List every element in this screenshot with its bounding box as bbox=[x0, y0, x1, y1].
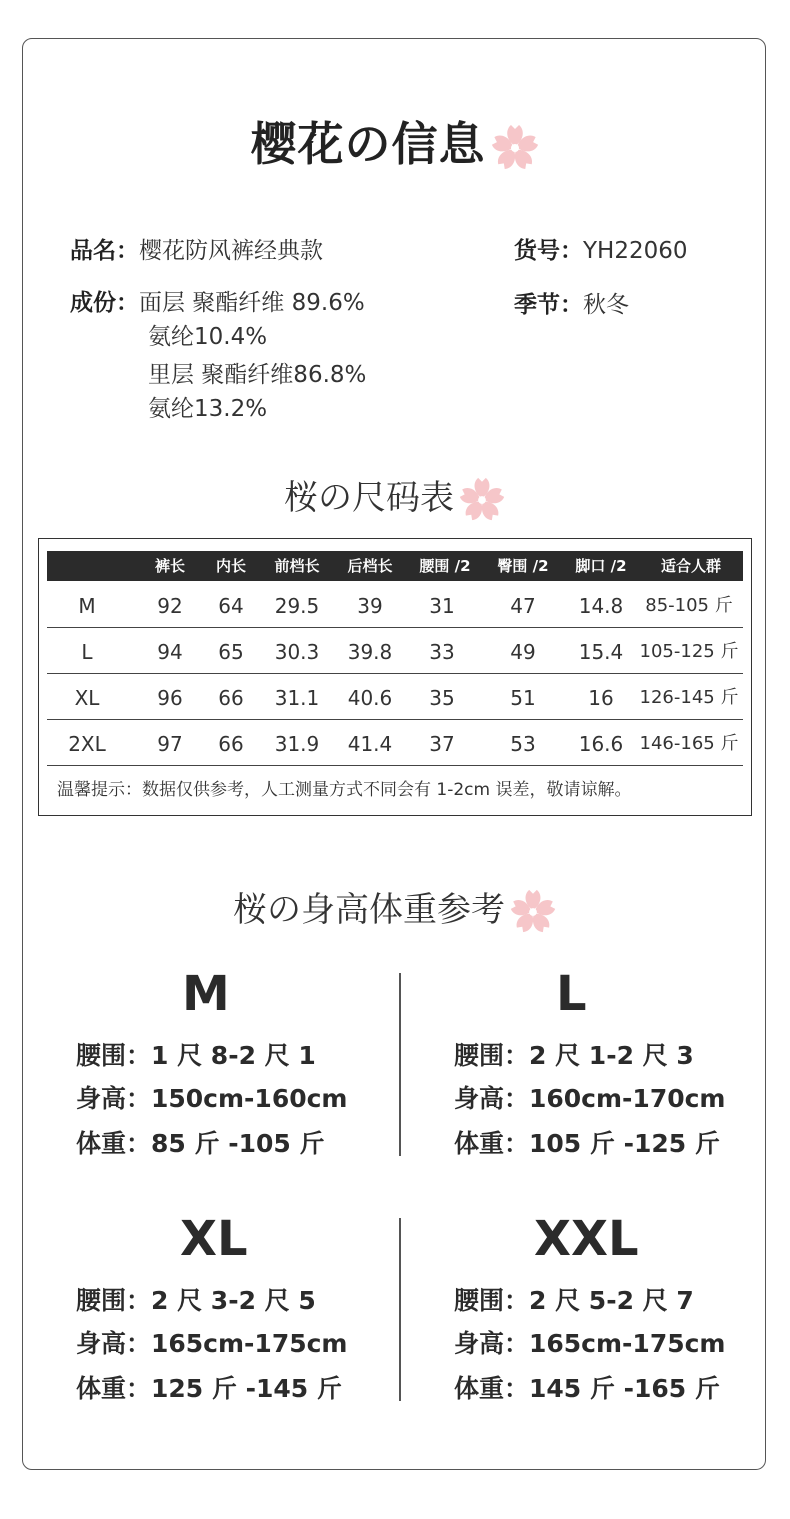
table-cell: 51 bbox=[510, 686, 536, 710]
waist-text: 腰围：2 尺 3-2 尺 5 bbox=[76, 1286, 316, 1315]
size-table bbox=[38, 538, 752, 816]
table-cell: 33 bbox=[429, 640, 455, 664]
size-table-header bbox=[47, 551, 743, 581]
table-cell: 92 bbox=[157, 594, 183, 618]
sku-row bbox=[514, 232, 688, 265]
product-name-row bbox=[70, 232, 323, 265]
table-cell: 41.4 bbox=[347, 732, 393, 756]
table-cell: 2XL bbox=[68, 732, 106, 756]
season-label: 季节： bbox=[514, 292, 583, 318]
table-cell: 126-145 斤 bbox=[639, 687, 739, 708]
table-row bbox=[47, 673, 743, 720]
header-cell: 裤长 bbox=[154, 557, 185, 575]
divider bbox=[399, 1218, 401, 1401]
table-cell: L bbox=[81, 640, 93, 664]
product-name-label: 品名： bbox=[70, 238, 139, 264]
sakura-blossom-icon bbox=[490, 123, 540, 173]
reference-title-text: 桜の身高体重参考 bbox=[233, 890, 505, 930]
size-table-note: 温馨提示：数据仅供参考，人工测量方式不同会有 1-2cm 误差，敬请谅解。 bbox=[57, 780, 632, 800]
header-cell: 后档长 bbox=[347, 557, 393, 575]
table-cell: 16 bbox=[588, 686, 614, 710]
header-cell: 适合人群 bbox=[660, 557, 721, 575]
waist-text: 腰围：1 尺 8-2 尺 1 bbox=[76, 1041, 316, 1070]
height-text: 身高：150cm-160cm bbox=[76, 1084, 348, 1113]
table-row bbox=[47, 581, 743, 628]
table-cell: 85-105 斤 bbox=[645, 595, 733, 616]
weight-text: 体重：105 斤 -125 斤 bbox=[454, 1129, 720, 1158]
table-cell: 64 bbox=[218, 594, 244, 618]
height-text: 身高：165cm-175cm bbox=[76, 1329, 348, 1358]
table-row bbox=[47, 719, 743, 766]
page-title bbox=[0, 108, 790, 174]
size-table-title-text: 桜の尺码表 bbox=[284, 478, 454, 518]
header-cell: 腰围 /2 bbox=[419, 557, 471, 575]
table-cell: 97 bbox=[157, 732, 183, 756]
reference-title bbox=[0, 882, 790, 936]
size-label-xl: XL bbox=[180, 1211, 248, 1267]
table-cell: 39 bbox=[357, 594, 383, 618]
header-cell: 内长 bbox=[215, 557, 246, 575]
page-title-text: 樱花の信息 bbox=[250, 117, 486, 171]
table-cell: 16.6 bbox=[578, 732, 624, 756]
table-cell: 66 bbox=[218, 686, 244, 710]
weight-text: 体重：85 斤 -105 斤 bbox=[76, 1129, 325, 1158]
table-cell: 94 bbox=[157, 640, 183, 664]
table-cell: 66 bbox=[218, 732, 244, 756]
header-cell: 臀围 /2 bbox=[497, 557, 549, 575]
table-cell: 146-165 斤 bbox=[639, 733, 739, 754]
height-text: 身高：165cm-175cm bbox=[454, 1329, 726, 1358]
table-cell: 39.8 bbox=[347, 640, 393, 664]
table-cell: 30.3 bbox=[274, 640, 320, 664]
material-outer: 面层 聚酯纤维 89.6% bbox=[139, 290, 365, 316]
table-cell: 105-125 斤 bbox=[639, 641, 739, 662]
material-row bbox=[70, 284, 365, 317]
table-cell: 35 bbox=[429, 686, 455, 710]
table-cell: 31 bbox=[429, 594, 455, 618]
weight-text: 体重：145 斤 -165 斤 bbox=[454, 1374, 720, 1403]
table-cell: 53 bbox=[510, 732, 536, 756]
season-row bbox=[514, 286, 629, 319]
divider bbox=[399, 973, 401, 1156]
material-inner-2: 氨纶13.2% bbox=[148, 396, 268, 422]
table-cell: 37 bbox=[429, 732, 455, 756]
table-cell: 49 bbox=[510, 640, 536, 664]
table-cell: XL bbox=[74, 686, 100, 710]
table-cell: 29.5 bbox=[274, 594, 320, 618]
waist-text: 腰围：2 尺 5-2 尺 7 bbox=[454, 1286, 694, 1315]
season-value: 秋冬 bbox=[583, 292, 629, 318]
size-label-l: L bbox=[556, 966, 587, 1022]
sku-label: 货号： bbox=[514, 238, 583, 264]
table-cell: M bbox=[78, 594, 96, 618]
table-cell: 31.1 bbox=[274, 686, 320, 710]
product-name-value: 樱花防风裤经典款 bbox=[139, 238, 323, 264]
sakura-blossom-icon bbox=[509, 888, 557, 936]
table-cell: 31.9 bbox=[274, 732, 320, 756]
table-cell: 15.4 bbox=[578, 640, 624, 664]
table-row bbox=[47, 627, 743, 674]
table-cell: 96 bbox=[157, 686, 183, 710]
sakura-blossom-icon bbox=[458, 476, 506, 524]
header-cell bbox=[47, 551, 139, 581]
header-cell: 脚口 /2 bbox=[575, 557, 627, 575]
height-text: 身高：160cm-170cm bbox=[454, 1084, 726, 1113]
header-cell: 前档长 bbox=[274, 557, 320, 575]
size-label-m: M bbox=[182, 966, 230, 1022]
weight-text: 体重：125 斤 -145 斤 bbox=[76, 1374, 342, 1403]
table-cell: 40.6 bbox=[347, 686, 393, 710]
size-table-title bbox=[0, 470, 790, 524]
table-cell: 14.8 bbox=[578, 594, 624, 618]
material-label: 成份： bbox=[70, 290, 139, 316]
table-cell: 47 bbox=[510, 594, 536, 618]
material-outer-2: 氨纶10.4% bbox=[148, 324, 268, 350]
table-cell: 65 bbox=[218, 640, 244, 664]
sku-value: YH22060 bbox=[583, 238, 688, 264]
waist-text: 腰围：2 尺 1-2 尺 3 bbox=[454, 1041, 694, 1070]
material-inner: 里层 聚酯纤维86.8% bbox=[148, 362, 367, 388]
size-label-xxl: XXL bbox=[534, 1211, 639, 1267]
